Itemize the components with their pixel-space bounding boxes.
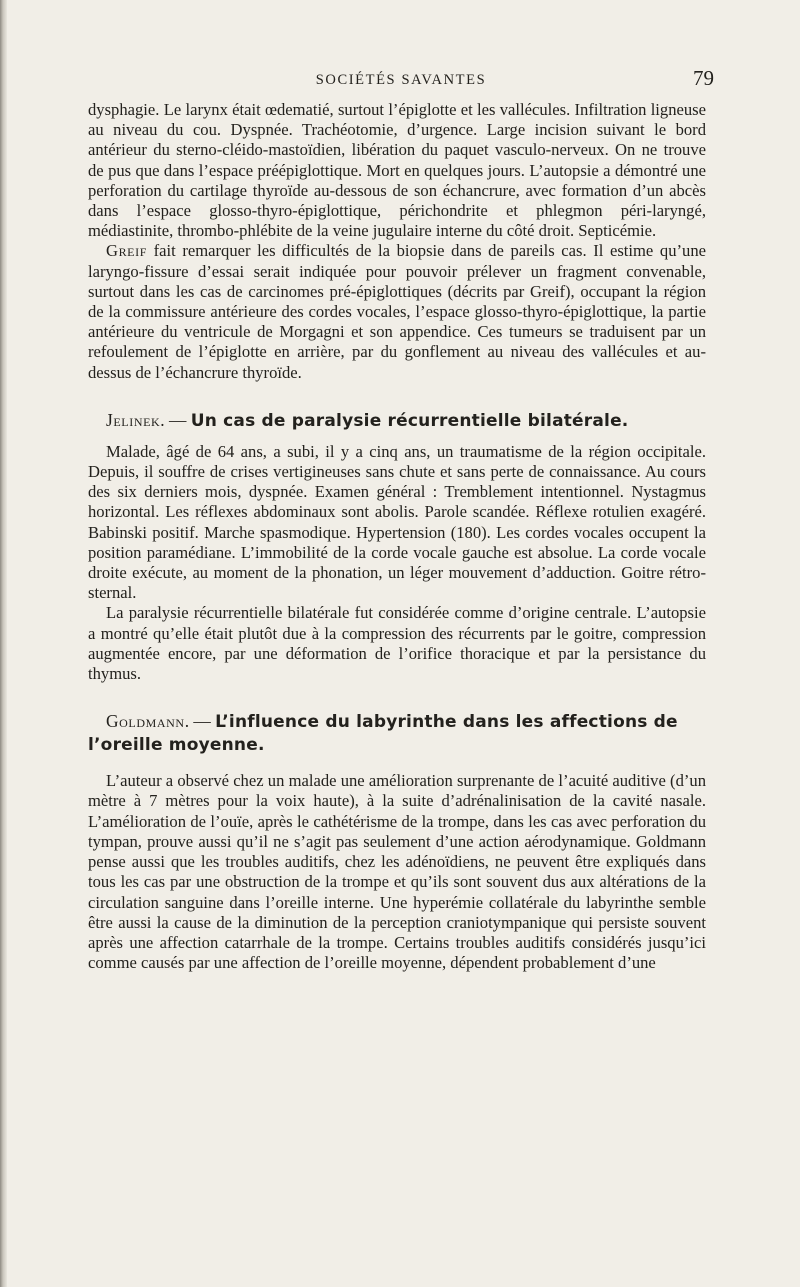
author-name: Goldmann [106, 711, 185, 732]
section-jelinek [88, 409, 706, 684]
section-title: L’influence du labyrinthe dans les affections de l’oreille moyenne. [88, 712, 678, 756]
paragraph-text: fait remarquer les difficultés de la biopsie dans de pareils cas. Il estime qu’une laryngo-fissure d’essai serait indiquée pour pouvoir prélever un fragment convenable, surtout dans les cas de carcinomes pré-épiglottiques (décrits par Greif), occupant la région de la commissure antérieure des cordes vocales, l’espace glosso-thyro-épiglottique, la partie antérieure du ventricule de Morgagni et son appendice. Ces tumeurs se traduisent par un refoulement de l’épiglotte en arrière, par du gonflement au niveau des vallécules et au-dessus de l’échancrure thyroïde. [88, 241, 706, 382]
page-body [88, 100, 706, 973]
paragraph [88, 241, 706, 382]
section-goldmann [88, 710, 706, 973]
heading-dash: . — [184, 711, 216, 732]
author-name: Greif [106, 241, 147, 261]
page-header [88, 64, 714, 96]
page-number: 79 [693, 66, 714, 90]
paragraph: Malade, âgé de 64 ans, a subi, il y a cinq ans, un traumatisme de la région occipitale. Depuis, il souffre de crises vertigineuses sans chute et sans perte de connaissance. Au cours des six derniers mois, dyspnée. Examen général : Tremblement intentionnel. Nystagmus horizontal. Les réflexes abdominaux sont abolis. Parole scandée. Réflexe rotulien exagéré. Babinski positif. Marche spasmodique. Hypertension (180). Les cordes vocales occupent la position paramédiane. L’immobilité de la corde vocale gauche est absolue. La corde vocale droite exécute, au moment de la phonation, un léger mouvement d’adduction. Goitre rétro-sternal. [88, 441, 706, 603]
section-continued [88, 100, 706, 383]
author-name: Jelinek [106, 409, 161, 430]
paragraph: dysphagie. Le larynx était œdematié, surtout l’épiglotte et les vallécules. Infiltration ligneuse au niveau du cou. Dyspnée. Trachéotomie, d’urgence. Large incision suivant le bord antérieur du sterno-cléido-mastoïdien, libération du paquet vasculo-nerveux. On ne trouve de pus que dans l’espace préépiglottique. Mort en quelques jours. L’autopsie a démontré une perforation du cartilage thyroïde au-dessous de son échancrure, avec formation d’un abcès dans l’espace glosso-thyro-épiglottique, périchondrite et phlegmon péri-laryngé, médiastinite, thrombo-phlébite de la veine jugulaire interne du côté droit. Septicémie. [88, 100, 706, 241]
running-head: SOCIÉTÉS SAVANTES [315, 72, 487, 88]
paragraph: La paralysie récurrentielle bilatérale fut considérée comme d’origine centrale. L’autopsie a montré qu’elle était plutôt due à la compression des récurrents par le goitre, compression augmentée encore, par une déformation de l’orifice thoracique et par la persistance du thymus. [88, 603, 706, 684]
section-heading [88, 710, 706, 756]
page-binding-edge [0, 0, 7, 1287]
heading-dash: . — [160, 409, 191, 430]
section-title: Un cas de paralysie récurrentielle bilatérale. [190, 410, 629, 431]
paragraph: L’auteur a observé chez un malade une amélioration surprenante de l’acuité auditive (d’un mètre à 7 mètres pour la voix haute), à la suite d’adrénalinisation de la cavité nasale. L’amélioration de l’ouïe, après le cathétérisme de la trompe, dans les cas avec perforation du tympan, prouve aussi qu’il ne s’agit pas seulement d’une action aérodynamique. Goldmann pense aussi que les troubles auditifs, chez les adénoïdiens, ne peuvent être expliqués dans tous les cas par une obstruction de la trompe et qu’ils sont souvent dus aux altérations de la circulation sanguine dans l’oreille interne. Une hyperémie collatérale du labyrinthe semble être aussi la cause de la diminution de la perception craniotympanique qui persiste souvent après une affection catarrhale de la trompe. Certains troubles auditifs considérés jusqu’ici comme causés par une affection de l’oreille moyenne, dépendent probablement d’une [88, 771, 706, 973]
section-heading [88, 409, 706, 432]
